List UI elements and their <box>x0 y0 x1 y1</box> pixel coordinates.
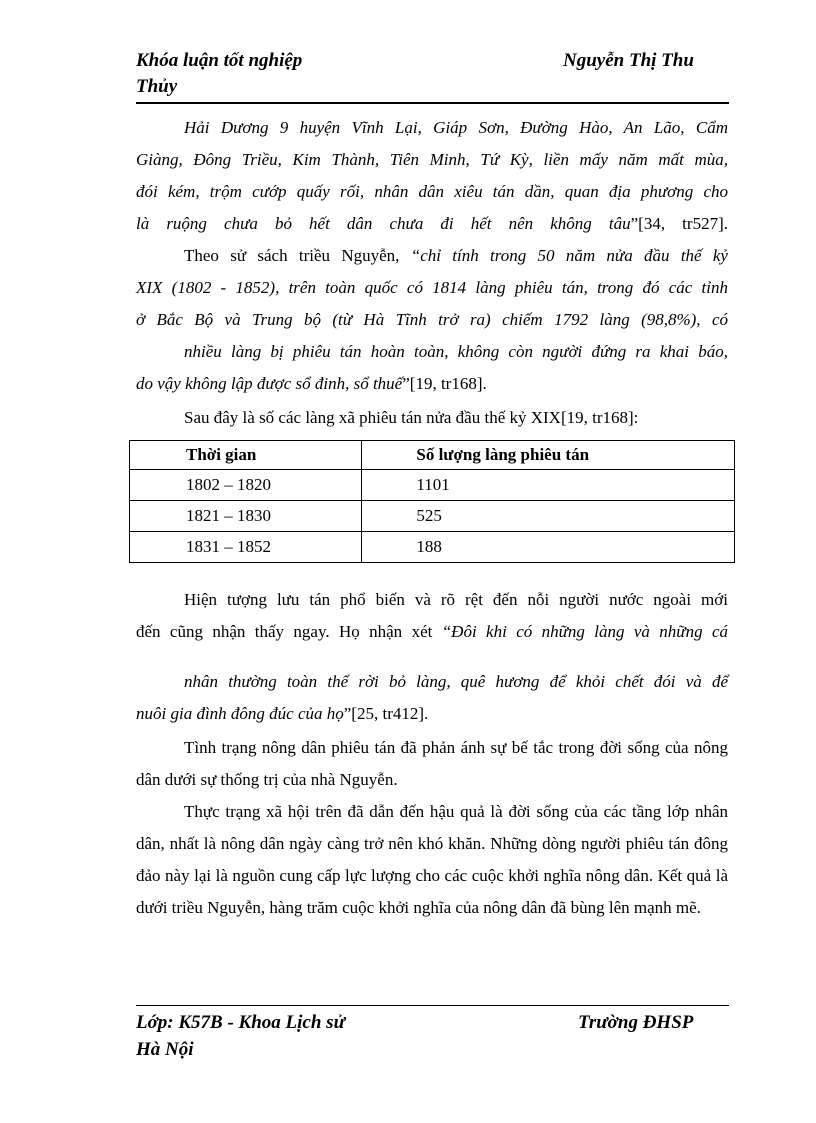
p2-intro: Theo sử sách triều Nguyễn, <box>184 246 411 265</box>
header-title: Khóa luận tốt nghiệp <box>136 50 303 71</box>
table-intro: Sau đây là số các làng xã phiêu tán nửa đầu thế kỷ XIX[19, tr168]: <box>184 408 639 427</box>
p5 <box>136 732 728 796</box>
p6 <box>136 796 728 924</box>
p4-quote-1: “Đôi khi có những làng và những cá <box>441 622 728 641</box>
table-header-row <box>130 441 735 470</box>
table-row <box>130 532 735 563</box>
p4-line-2 <box>136 622 728 642</box>
p5-text: Tình trạng nông dân phiêu tán đã phản ánh sự bế tắc trong đời sống của nông dân dưới sự thống trị của nhà Nguyễn. <box>136 738 728 789</box>
p2-quote-5: do vậy không lập được sổ đinh, sổ thuế <box>136 374 403 393</box>
p4-cite: ”[25, tr412]. <box>343 704 429 723</box>
footer-city: Hà Nội <box>136 1039 194 1060</box>
table-header-time: Thời gian <box>130 441 362 470</box>
p2-cite: ”[19, tr168]. <box>402 374 487 393</box>
p1-line-2: Giàng, Đông Triều, Kim Thành, Tiên Minh, Tứ Kỳ, liền mấy năm mất mùa, <box>136 150 728 169</box>
header-author-cont: Thủy <box>136 76 178 97</box>
p2-quote-3: ở Bắc Bộ và Trung bộ (từ Hà Tĩnh trở ra) chiếm 1792 làng (98,8%), có <box>136 310 728 329</box>
p4-line-1: Hiện tượng lưu tán phổ biến và rõ rệt đến nỗi người nước ngoài mới <box>184 590 728 609</box>
p2-quote-1: “chỉ tính trong 50 năm nửa đầu thế kỷ <box>410 246 728 265</box>
table-cell-period: 1831 – 1852 <box>130 532 362 563</box>
p1-line-1: Hải Dương 9 huyện Vĩnh Lại, Giáp Sơn, Đường Hào, An Lão, Cẩm <box>184 118 728 137</box>
table-cell-count: 525 <box>362 501 735 532</box>
table-cell-period: 1821 – 1830 <box>130 501 362 532</box>
p2-quote-2: XIX (1802 - 1852), trên toàn quốc có 1814 làng phiêu tán, trong đó các tỉnh <box>136 278 728 297</box>
villages-table <box>129 440 735 563</box>
p2-line-1 <box>136 246 728 266</box>
table-header-count: Số lượng làng phiêu tán <box>362 441 735 470</box>
p6-text: Thực trạng xã hội trên đã dẫn đến hậu quả là đời sống của các tầng lớp nhân dân, nhất là nông dân ngày càng trở nên khó khăn. Những dòng người phiêu tán đông đảo này lại là nguồn cung cấp lực lượng cho các cuộc khởi nghĩa nông dân. Kết quả là dưới triều Nguyễn, hàng trăm cuộc khởi nghĩa của nông dân đã bùng lên mạnh mẽ. <box>136 802 728 917</box>
footer-class: Lớp: K57B - Khoa Lịch sử <box>136 1012 345 1033</box>
p4-plain: đến cũng nhận thấy ngay. Họ nhận xét <box>136 622 442 641</box>
table-cell-count: 188 <box>362 532 735 563</box>
p4-line-4 <box>136 704 728 724</box>
table-cell-period: 1802 – 1820 <box>130 470 362 501</box>
header-rule <box>136 102 729 104</box>
header-author: Nguyễn Thị Thu <box>563 50 694 71</box>
p1-line-4-text: là ruộng chưa bỏ hết dân chưa đi hết nên không tâu <box>136 214 631 233</box>
table-row <box>130 501 735 532</box>
footer-rule <box>136 1005 729 1006</box>
p2-quote-4: nhiều làng bị phiêu tán hoàn toàn, không còn người đứng ra khai báo, <box>184 342 728 361</box>
table-row <box>130 470 735 501</box>
p1-line-3: đói kém, trộm cướp quấy rối, nhân dân xiêu tán dần, quan địa phương cho <box>136 182 728 201</box>
p4-quote-2: nuôi gia đình đông đúc của họ <box>136 704 344 723</box>
table-cell-count: 1101 <box>362 470 735 501</box>
footer-school: Trường ĐHSP <box>578 1012 694 1033</box>
p1-cite: ”[34, tr527]. <box>630 214 728 233</box>
p1-line-4 <box>136 214 728 234</box>
p4-line-3: nhân thường toàn thể rời bỏ làng, quê hương để khỏi chết đói và để <box>184 672 728 691</box>
p2-line-5 <box>136 374 728 394</box>
